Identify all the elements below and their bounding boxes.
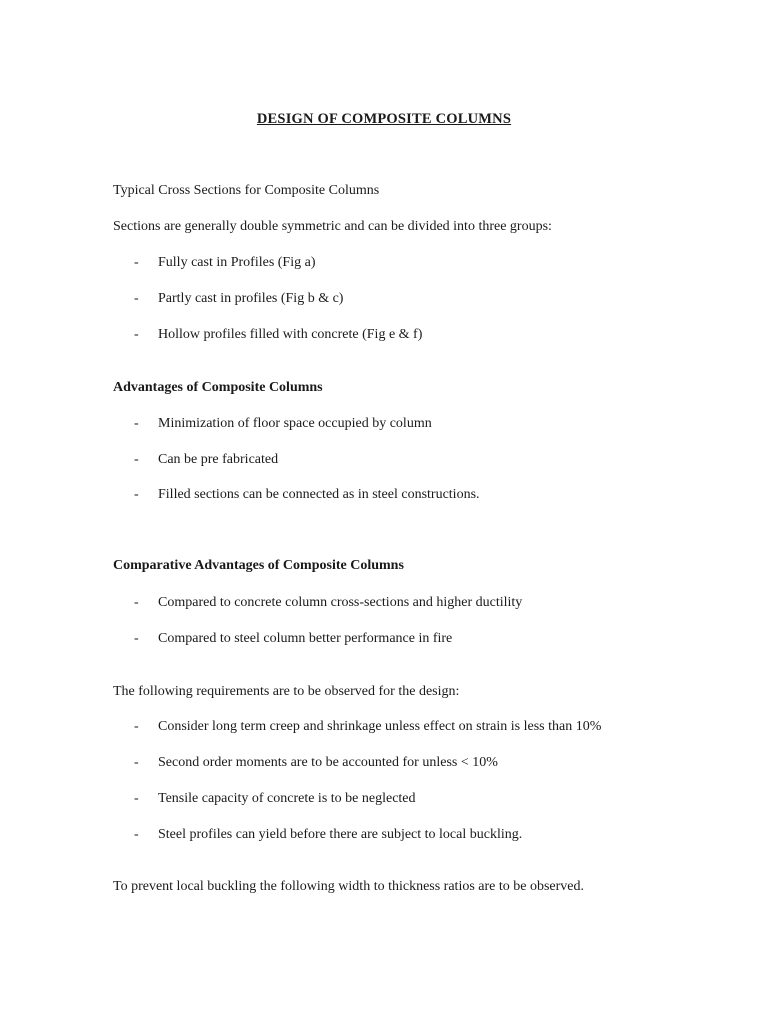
list-item — [134, 487, 480, 503]
list-item — [134, 719, 601, 735]
section-heading-comparative-advantages: Comparative Advantages of Composite Columns — [113, 558, 404, 573]
bullet-marker: - — [134, 791, 139, 806]
list-item-text: Fully cast in Profiles (Fig a) — [158, 255, 316, 270]
list-item — [134, 827, 522, 843]
bullet-marker: - — [134, 487, 139, 502]
list-item-text: Compared to concrete column cross-sections and higher ductility — [158, 595, 523, 610]
intro-paragraph: Sections are generally double symmetric and can be divided into three groups: — [113, 219, 552, 234]
list-item-text: Tensile capacity of concrete is to be neglected — [158, 791, 416, 806]
bullet-marker: - — [134, 755, 139, 770]
list-item-text: Consider long term creep and shrinkage unless effect on strain is less than 10% — [158, 719, 602, 734]
closing-paragraph: To prevent local buckling the following width to thickness ratios are to be observed. — [113, 879, 585, 894]
bullet-marker: - — [134, 827, 139, 842]
list-item-text: Hollow profiles filled with concrete (Fig e & f) — [158, 327, 423, 342]
section-heading-typical-cross-sections: Typical Cross Sections for Composite Columns — [113, 183, 380, 198]
list-item-text: Minimization of floor space occupied by column — [158, 416, 432, 431]
bullet-marker: - — [134, 631, 139, 646]
list-item-text: Steel profiles can yield before there are subject to local buckling. — [158, 827, 523, 842]
document-title: DESIGN OF COMPOSITE COLUMNS — [256, 111, 512, 127]
list-item — [134, 595, 522, 611]
section-heading-advantages: Advantages of Composite Columns — [113, 380, 323, 395]
bullet-marker: - — [134, 452, 139, 467]
bullet-marker: - — [134, 416, 139, 431]
requirements-paragraph: The following requirements are to be observed for the design: — [113, 684, 460, 699]
bullet-marker: - — [134, 719, 139, 734]
list-item-text: Can be pre fabricated — [158, 452, 279, 467]
list-item-text: Second order moments are to be accounted for unless < 10% — [158, 755, 498, 770]
list-item — [134, 291, 343, 307]
list-item — [134, 416, 432, 432]
list-item — [134, 327, 422, 343]
list-item-text: Compared to steel column better performance in fire — [158, 631, 453, 646]
bullet-marker: - — [134, 327, 139, 342]
list-item — [134, 631, 452, 647]
bullet-marker: - — [134, 291, 139, 306]
list-item — [134, 791, 416, 807]
list-item — [134, 452, 278, 468]
list-item — [134, 255, 316, 271]
list-item-text: Filled sections can be connected as in steel constructions. — [158, 487, 480, 502]
list-item-text: Partly cast in profiles (Fig b & c) — [158, 291, 344, 306]
bullet-marker: - — [134, 595, 139, 610]
list-item — [134, 755, 498, 771]
bullet-marker: - — [134, 255, 139, 270]
